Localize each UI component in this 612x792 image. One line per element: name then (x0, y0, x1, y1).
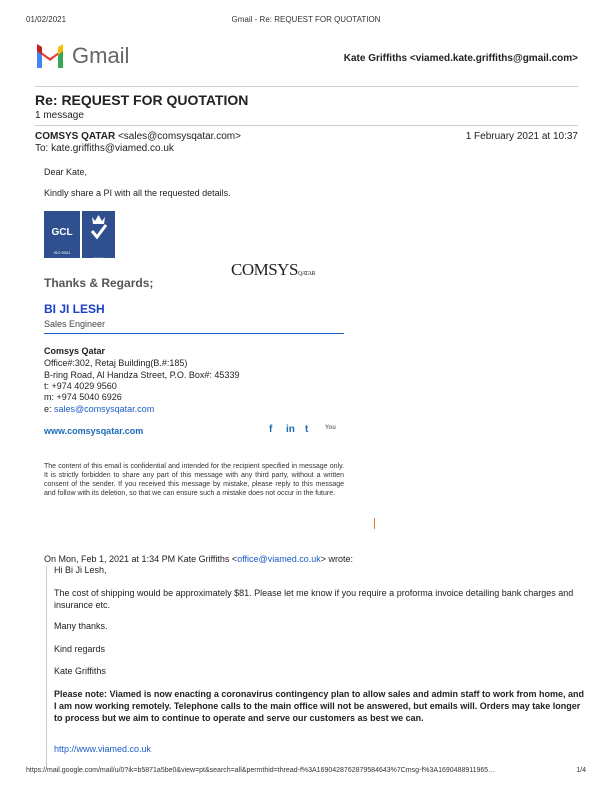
gcl-badge-sub: ISO 9001 (53, 250, 71, 255)
quoted-intro (44, 554, 353, 564)
signature-email-link[interactable]: sales@comsysqatar.com (54, 404, 155, 414)
subject-divider (35, 125, 578, 126)
comsys-logo (231, 260, 315, 280)
signature-address: B-ring Road, Al Handza Street, P.O. Box#: 45339 (44, 370, 240, 380)
gcl-badge-text: GCL (51, 227, 73, 238)
quoted-notice: Please note: Viamed is now enacting a coronavirus contingency plan to allow sales and admin staff to work from home, and I am now working remotely. Telephone calls to the main office will not be answered, but emails will. Orders may take longer to process but we aim to continue to operate and serve our customers as best we can. (54, 689, 584, 723)
footer-page: 1/4 (576, 767, 586, 774)
signature-email-line (44, 404, 154, 414)
quoted-paragraph-2: Many thanks. (54, 621, 108, 631)
quoted-paragraph-3: Kind regards (54, 644, 106, 654)
ukas-badge (82, 211, 115, 261)
account-label: Kate Griffiths <viamed.kate.griffiths@gmail.com> (343, 53, 578, 64)
signature-company: Comsys Qatar (44, 346, 106, 356)
gmail-logo-text: Gmail (72, 43, 130, 68)
ukas-badge-sub: 2015 (94, 256, 103, 261)
orange-mark (374, 518, 375, 529)
linkedin-icon[interactable]: in (286, 424, 295, 435)
footer-url: https://mail.google.com/mail/u/0?ik=b5871a5be0&view=pt&search=all&permthid=thread-f%3A1690428762879584643%7Cmsg-f%3A1690488911965… (26, 767, 496, 774)
header-divider (35, 86, 578, 87)
message-to: To: kate.griffiths@viamed.co.uk (35, 143, 174, 154)
gcl-badge (44, 211, 80, 258)
quoted-greeting: Hi Bi Ji Lesh, (54, 565, 107, 575)
signature-mobile: m: +974 5040 6926 (44, 392, 122, 402)
quoted-intro-end: > wrote: (320, 554, 353, 564)
facebook-icon[interactable]: f (269, 424, 273, 435)
quoted-link[interactable]: http://www.viamed.co.uk (54, 744, 152, 754)
sender-email: <sales@comsysqatar.com> (117, 131, 241, 142)
message-greeting: Dear Kate, (44, 167, 88, 177)
sender-name: COMSYS QATAR (35, 131, 116, 142)
disclaimer: The content of this email is confidential and intended for the recipient specified in message only. It is strictly forbidden to share any part of this message with any third party, without a written consent of the sender. If you received this message by mistake, please reply to this message and follow with its deletion, so that we can ensure such a mistake does not occur in the future. (44, 463, 344, 497)
quote-bar (46, 566, 47, 766)
twitter-icon[interactable]: t (305, 424, 309, 435)
signature-role: Sales Engineer (44, 319, 106, 329)
signature-divider (44, 333, 344, 334)
signature-name: BI JI LESH (44, 302, 105, 316)
print-title: Gmail - Re: REQUEST FOR QUOTATION (231, 15, 381, 24)
signature-thanks: Thanks & Regards; (44, 276, 154, 290)
thread-subject: Re: REQUEST FOR QUOTATION (35, 92, 249, 108)
website-link[interactable]: www.comsysqatar.com (44, 426, 144, 436)
signature-email-label: e: (44, 404, 55, 414)
comsys-logo-text: COMSYS (231, 260, 298, 279)
signature-office: Office#:302, Retaj Building(B.#:185) (44, 358, 188, 368)
crown-check-icon (82, 211, 115, 245)
signature-tel: t: +974 4029 9560 (44, 381, 117, 391)
message-count: 1 message (35, 110, 84, 121)
comsys-logo-sub: QATAR (297, 271, 315, 277)
sender (35, 131, 241, 142)
message-date: 1 February 2021 at 10:37 (465, 131, 578, 142)
quoted-intro-text: On Mon, Feb 1, 2021 at 1:34 PM Kate Griffiths < (44, 554, 238, 564)
quoted-paragraph-1: The cost of shipping would be approximately $81. Please let me know if you require a proforma invoice detailing bank charges and insurance etc. (54, 588, 574, 610)
quoted-intro-email[interactable]: office@viamed.co.uk (237, 554, 321, 564)
message-body: Kindly share a PI with all the requested details. (44, 188, 231, 198)
youtube-icon[interactable]: You (325, 425, 336, 431)
gmail-logo-icon (35, 44, 65, 68)
quoted-paragraph-4: Kate Griffiths (54, 666, 106, 676)
print-date: 01/02/2021 (26, 15, 67, 24)
